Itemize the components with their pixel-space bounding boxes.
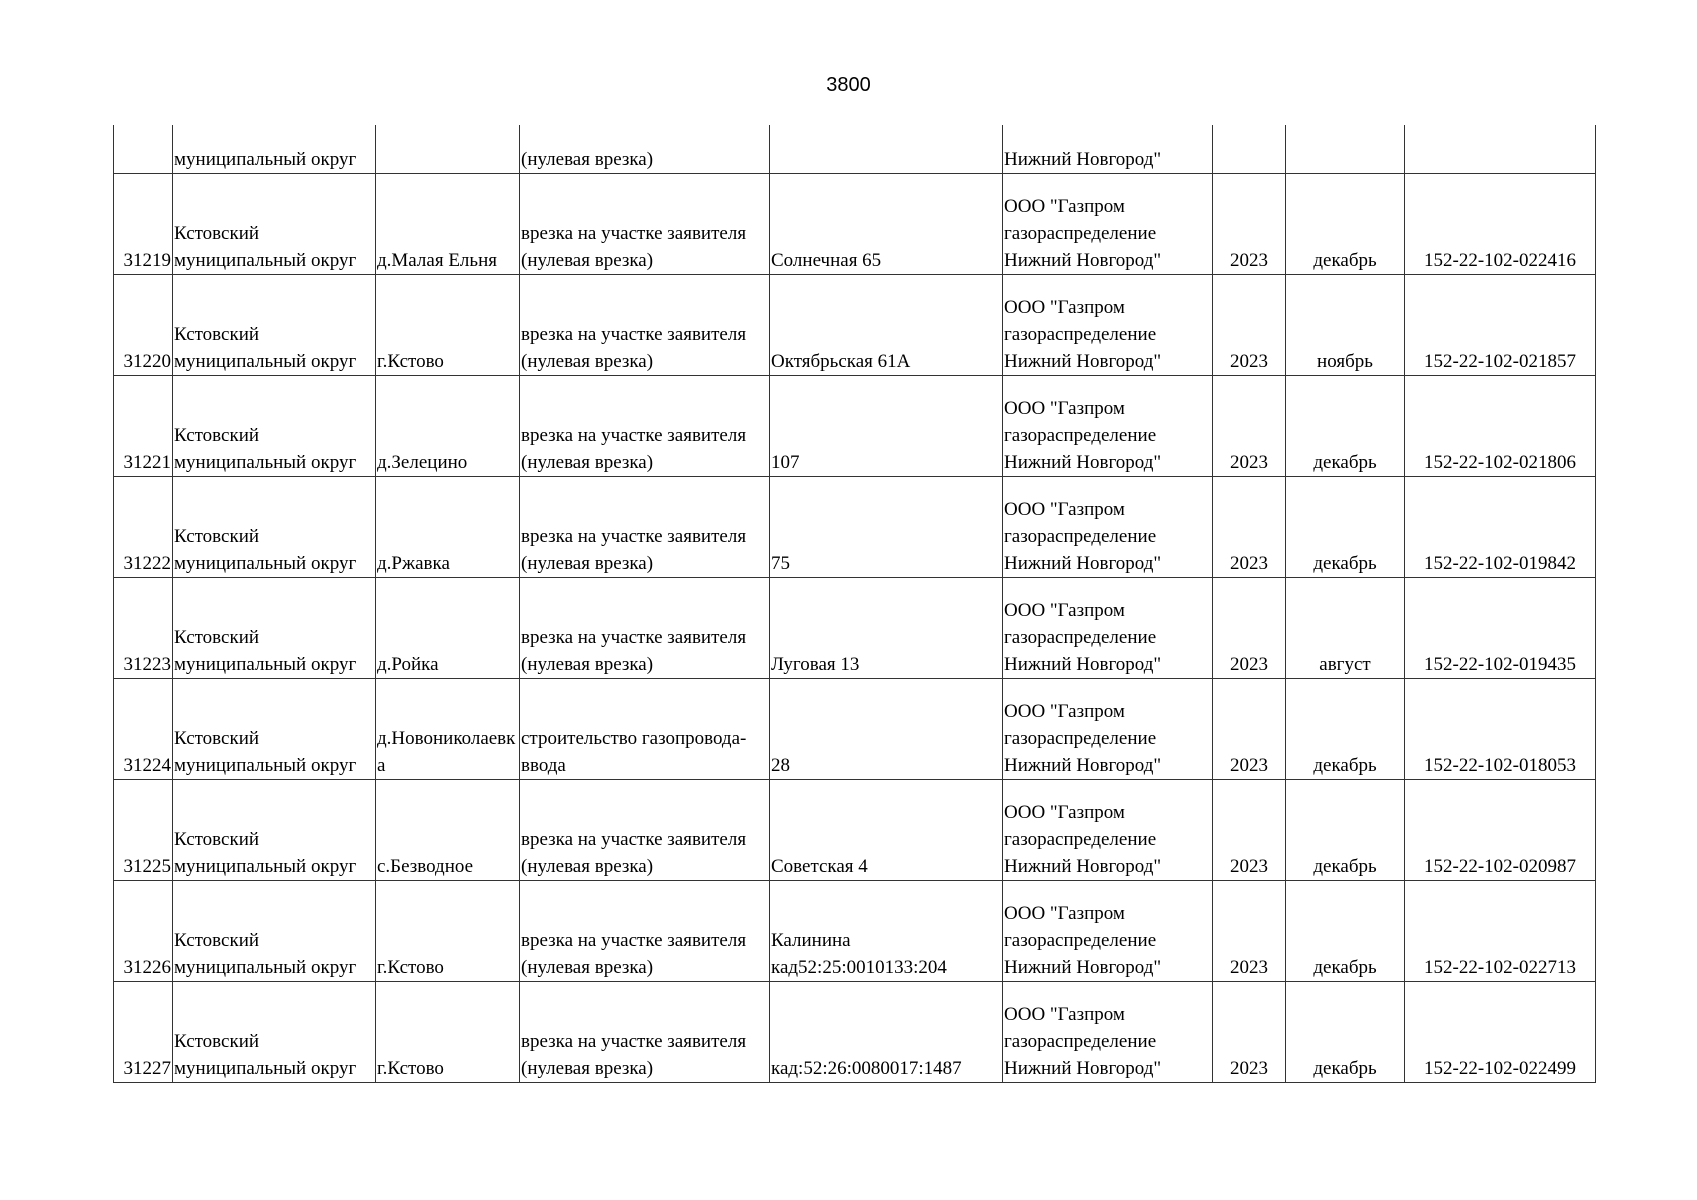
field-district-line1: Кстовский	[174, 728, 260, 749]
cell-work	[520, 376, 770, 477]
field-code: 152-22-102-020987	[1424, 856, 1576, 877]
field-code: 152-22-102-018053	[1424, 755, 1576, 776]
cell-month	[1286, 376, 1405, 477]
cell-num	[114, 125, 173, 174]
field-address-line1	[771, 523, 1001, 550]
field-org-line3: Нижний Новгород"	[1004, 452, 1162, 473]
field-address-line2: 75	[771, 553, 790, 574]
cell-address	[770, 174, 1003, 275]
cell-district	[173, 679, 376, 780]
field-month: декабрь	[1313, 553, 1377, 574]
cell-num	[114, 578, 173, 679]
cell-code	[1405, 780, 1596, 881]
cell-num	[114, 982, 173, 1083]
field-settlement: д.Новониколаевка	[377, 728, 516, 776]
cell-settlement	[376, 125, 520, 174]
cell-address	[770, 679, 1003, 780]
field-district-line1: Кстовский	[174, 324, 260, 345]
field-district-line1: Кстовский	[174, 1031, 260, 1052]
field-address-line1	[771, 624, 1001, 651]
cell-code	[1405, 376, 1596, 477]
cell-address	[770, 881, 1003, 982]
field-month: декабрь	[1313, 452, 1377, 473]
cell-org	[1003, 881, 1213, 982]
field-month: декабрь	[1313, 1058, 1377, 1079]
cell-work	[520, 275, 770, 376]
field-org-line2: газораспределение	[1004, 829, 1157, 850]
table-row	[114, 477, 1596, 578]
field-district-line1: Кстовский	[174, 829, 260, 850]
field-district-line2: муниципальный округ	[174, 250, 357, 271]
gasification-table	[113, 125, 1596, 1083]
cell-year	[1213, 578, 1286, 679]
cell-settlement	[376, 275, 520, 376]
field-org-line1: ООО "Газпром	[1004, 1004, 1125, 1025]
cell-work	[520, 578, 770, 679]
field-district-line1: Кстовский	[174, 627, 260, 648]
field-month: декабрь	[1313, 856, 1377, 877]
field-org-line3: Нижний Новгород"	[1004, 553, 1162, 574]
field-address-line1	[771, 725, 1001, 752]
cell-settlement	[376, 881, 520, 982]
field-year: 2023	[1230, 755, 1268, 776]
field-num: 31223	[123, 654, 171, 675]
field-org-line1: ООО "Газпром	[1004, 600, 1125, 621]
field-org-line1: ООО "Газпром	[1004, 701, 1125, 722]
cell-year	[1213, 679, 1286, 780]
table-row	[114, 275, 1596, 376]
field-district-line2: муниципальный округ	[174, 452, 357, 473]
field-work-line2: (нулевая врезка)	[521, 250, 654, 271]
cell-district: муниципальный округ	[173, 125, 376, 174]
cell-address	[770, 578, 1003, 679]
cell-year	[1213, 982, 1286, 1083]
field-address-line1: Калинина	[771, 930, 851, 951]
field-work-line1: врезка на участке заявителя	[521, 324, 747, 345]
field-code: 152-22-102-022416	[1424, 250, 1576, 271]
field-address-line1	[771, 220, 1001, 247]
cell-org	[1003, 376, 1213, 477]
field-org-line1: ООО "Газпром	[1004, 499, 1125, 520]
field-settlement: д.Ржавка	[377, 553, 450, 574]
cell-org	[1003, 780, 1213, 881]
field-num: 31220	[123, 351, 171, 372]
cell-month	[1286, 174, 1405, 275]
cell-month	[1286, 679, 1405, 780]
field-num: 31221	[123, 452, 171, 473]
field-num: 31226	[123, 957, 171, 978]
field-org-line3: Нижний Новгород"	[1004, 957, 1162, 978]
cell-work	[520, 982, 770, 1083]
cell-code	[1405, 881, 1596, 982]
field-address-line2: Советская 4	[771, 856, 868, 877]
field-org-line2: газораспределение	[1004, 627, 1157, 648]
field-year: 2023	[1230, 654, 1268, 675]
cell-month	[1286, 477, 1405, 578]
field-org-line2: газораспределение	[1004, 1031, 1157, 1052]
cell-work	[520, 679, 770, 780]
cell-month	[1286, 982, 1405, 1083]
field-settlement: г.Кстово	[377, 1058, 444, 1079]
field-address-line1	[771, 422, 1001, 449]
cell-settlement	[376, 578, 520, 679]
field-settlement: д.Ройка	[377, 654, 439, 675]
cell-address	[770, 376, 1003, 477]
field-num: 31227	[123, 1058, 171, 1079]
field-code: 152-22-102-021857	[1424, 351, 1576, 372]
cell-address	[770, 477, 1003, 578]
cell-year	[1213, 780, 1286, 881]
field-address-line1	[771, 826, 1001, 853]
field-org-line2: газораспределение	[1004, 324, 1157, 345]
table-row	[114, 982, 1596, 1083]
field-settlement: г.Кстово	[377, 351, 444, 372]
field-code: 152-22-102-019842	[1424, 553, 1576, 574]
field-org-line3: Нижний Новгород"	[1004, 755, 1162, 776]
field-district-line2: муниципальный округ	[174, 957, 357, 978]
cell-settlement	[376, 679, 520, 780]
field-work-line2: (нулевая врезка)	[521, 351, 654, 372]
field-district-line1: Кстовский	[174, 223, 260, 244]
field-address-line2: кад52:25:0010133:204	[771, 957, 947, 978]
cell-code	[1405, 679, 1596, 780]
cell-settlement	[376, 780, 520, 881]
field-org-line2: газораспределение	[1004, 526, 1157, 547]
cell-district	[173, 881, 376, 982]
cell-code	[1405, 125, 1596, 174]
field-num: 31225	[123, 856, 171, 877]
field-org-line3: Нижний Новгород"	[1004, 351, 1162, 372]
cell-year	[1213, 125, 1286, 174]
cell-district	[173, 578, 376, 679]
cell-work	[520, 780, 770, 881]
field-year: 2023	[1230, 957, 1268, 978]
field-settlement: д.Зелецино	[377, 452, 468, 473]
field-district-line2: муниципальный округ	[174, 1058, 357, 1079]
cell-org	[1003, 477, 1213, 578]
field-district-line1: Кстовский	[174, 425, 260, 446]
cell-address	[770, 275, 1003, 376]
field-month: декабрь	[1313, 957, 1377, 978]
cell-code	[1405, 477, 1596, 578]
cell-month	[1286, 125, 1405, 174]
field-year: 2023	[1230, 1058, 1268, 1079]
field-org-line3: Нижний Новгород"	[1004, 250, 1162, 271]
field-month: декабрь	[1313, 755, 1377, 776]
cell-org: Нижний Новгород"	[1003, 125, 1213, 174]
cell-settlement	[376, 982, 520, 1083]
field-year: 2023	[1230, 553, 1268, 574]
field-org-line1: ООО "Газпром	[1004, 297, 1125, 318]
field-year: 2023	[1230, 452, 1268, 473]
cell-org	[1003, 982, 1213, 1083]
cell-work	[520, 881, 770, 982]
field-address-line2: Луговая 13	[771, 654, 860, 675]
field-code: 152-22-102-022499	[1424, 1058, 1576, 1079]
cell-settlement	[376, 174, 520, 275]
cell-address	[770, 125, 1003, 174]
field-address-line1	[771, 321, 1001, 348]
field-district-line2: муниципальный округ	[174, 553, 357, 574]
field-org-line3: Нижний Новгород"	[1004, 1058, 1162, 1079]
cell-num	[114, 477, 173, 578]
field-code: 152-22-102-021806	[1424, 452, 1576, 473]
field-settlement: г.Кстово	[377, 957, 444, 978]
cell-address	[770, 780, 1003, 881]
cell-work: (нулевая врезка)	[520, 125, 770, 174]
field-org-line2: газораспределение	[1004, 223, 1157, 244]
cell-work	[520, 174, 770, 275]
field-org-line2: газораспределение	[1004, 930, 1157, 951]
field-org-line2: газораспределение	[1004, 728, 1157, 749]
cell-code	[1405, 982, 1596, 1083]
field-work-line2: (нулевая врезка)	[521, 957, 654, 978]
field-address-line2: Октябрьская 61А	[771, 351, 911, 372]
cell-year	[1213, 174, 1286, 275]
field-district-line2: муниципальный округ	[174, 856, 357, 877]
field-code: 152-22-102-022713	[1424, 957, 1576, 978]
field-num: 31222	[123, 553, 171, 574]
field-year: 2023	[1230, 856, 1268, 877]
cell-year	[1213, 881, 1286, 982]
cell-code	[1405, 174, 1596, 275]
field-settlement: с.Безводное	[377, 856, 474, 877]
cell-org	[1003, 578, 1213, 679]
cell-settlement	[376, 376, 520, 477]
field-district-line2: муниципальный округ	[174, 654, 357, 675]
cell-num	[114, 376, 173, 477]
field-work-line1: врезка на участке заявителя	[521, 627, 747, 648]
field-work-line1: врезка на участке заявителя	[521, 223, 747, 244]
field-num: 31224	[123, 755, 171, 776]
field-num: 31219	[123, 250, 171, 271]
field-district-line1: Кстовский	[174, 930, 260, 951]
field-address-line1	[771, 1028, 1001, 1055]
field-year: 2023	[1230, 250, 1268, 271]
cell-year	[1213, 477, 1286, 578]
cell-district	[173, 780, 376, 881]
cell-address	[770, 982, 1003, 1083]
field-org-line2: газораспределение	[1004, 425, 1157, 446]
field-year: 2023	[1230, 351, 1268, 372]
cell-settlement	[376, 477, 520, 578]
field-org-line1: ООО "Газпром	[1004, 196, 1125, 217]
cell-month	[1286, 780, 1405, 881]
field-work-line1: врезка на участке заявителя	[521, 1031, 747, 1052]
cell-month	[1286, 275, 1405, 376]
field-address-line2: Солнечная 65	[771, 250, 882, 271]
cell-num	[114, 275, 173, 376]
field-month: август	[1319, 654, 1371, 675]
field-work-line1: врезка на участке заявителя	[521, 930, 747, 951]
cell-district	[173, 982, 376, 1083]
field-work-line1: врезка на участке заявителя	[521, 425, 747, 446]
cell-org	[1003, 275, 1213, 376]
cell-num	[114, 174, 173, 275]
table-row	[114, 578, 1596, 679]
field-work-line2: (нулевая врезка)	[521, 553, 654, 574]
table-row	[114, 376, 1596, 477]
table-row	[114, 881, 1596, 982]
page-number: 3800	[826, 74, 871, 96]
table-row	[114, 780, 1596, 881]
field-org-line3: Нижний Новгород"	[1004, 856, 1162, 877]
field-address-line2: 28	[771, 755, 790, 776]
cell-num	[114, 780, 173, 881]
table-row	[114, 679, 1596, 780]
cell-work	[520, 477, 770, 578]
cell-code	[1405, 578, 1596, 679]
field-work-line1: врезка на участке заявителя	[521, 829, 747, 850]
field-code: 152-22-102-019435	[1424, 654, 1576, 675]
cell-code	[1405, 275, 1596, 376]
field-org-line3: Нижний Новгород"	[1004, 654, 1162, 675]
cell-org	[1003, 174, 1213, 275]
field-address-line2: 107	[771, 452, 800, 473]
field-org-line1: ООО "Газпром	[1004, 903, 1125, 924]
field-work-line2: ввода	[521, 755, 566, 776]
cell-district	[173, 174, 376, 275]
cell-district	[173, 376, 376, 477]
field-work-line2: (нулевая врезка)	[521, 654, 654, 675]
field-settlement: д.Малая Ельня	[377, 250, 497, 271]
cell-district	[173, 275, 376, 376]
cell-num	[114, 881, 173, 982]
field-month: декабрь	[1313, 250, 1377, 271]
cell-num	[114, 679, 173, 780]
cell-org	[1003, 679, 1213, 780]
field-address-line2: кад:52:26:0080017:1487	[771, 1058, 962, 1079]
cell-year	[1213, 376, 1286, 477]
field-work-line2: (нулевая врезка)	[521, 1058, 654, 1079]
field-work-line2: (нулевая врезка)	[521, 452, 654, 473]
cell-month	[1286, 578, 1405, 679]
table-row	[114, 174, 1596, 275]
field-district-line2: муниципальный округ	[174, 351, 357, 372]
field-org-line1: ООО "Газпром	[1004, 802, 1125, 823]
field-org-line1: ООО "Газпром	[1004, 398, 1125, 419]
field-district-line1: Кстовский	[174, 526, 260, 547]
field-work-line1: строительство газопровода-	[521, 728, 747, 749]
field-work-line1: врезка на участке заявителя	[521, 526, 747, 547]
field-work-line2: (нулевая врезка)	[521, 856, 654, 877]
cell-year	[1213, 275, 1286, 376]
field-month: ноябрь	[1317, 351, 1373, 372]
cell-district	[173, 477, 376, 578]
table-body	[114, 125, 1596, 1083]
cell-month	[1286, 881, 1405, 982]
field-district-line2: муниципальный округ	[174, 755, 357, 776]
continued-row	[114, 125, 1596, 174]
